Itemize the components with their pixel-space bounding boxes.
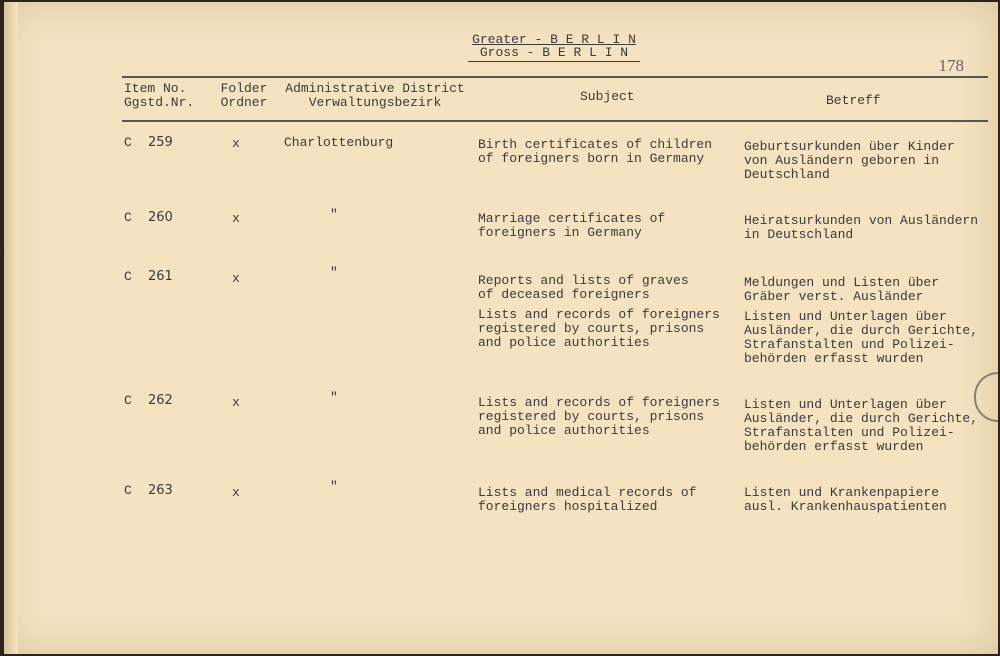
folder-mark: x <box>232 485 240 500</box>
betreff-line: Gräber verst. Ausländer <box>744 289 924 304</box>
item-prefix: C <box>124 135 132 150</box>
page-number: 178 <box>938 56 964 75</box>
item-prefix: C <box>124 210 132 225</box>
ditto-mark: " <box>330 265 338 280</box>
betreff-line: Ausländer, die durch Gerichte, <box>744 323 979 338</box>
subject-text-extra <box>478 308 720 350</box>
subject-text <box>478 274 689 302</box>
betreff-text <box>744 214 978 242</box>
subject-line: Lists and medical records of <box>478 485 697 500</box>
betreff-line: ausl. Krankenhauspatienten <box>744 499 947 514</box>
header-line-english: Greater - B E R L I N <box>472 32 636 47</box>
column-header-district-de: Verwaltungsbezirk <box>308 95 442 110</box>
subject-line: Lists and records of foreigners <box>478 395 720 410</box>
subject-line: Reports and lists of graves <box>478 273 689 288</box>
subject-line: of deceased foreigners <box>478 287 650 302</box>
subject-line: foreigners hospitalized <box>478 499 658 514</box>
ditto-mark: " <box>330 207 338 222</box>
subject-text <box>478 138 712 166</box>
betreff-line: behörden erfasst wurden <box>744 439 924 454</box>
ditto-mark: " <box>330 479 338 494</box>
subject-line: registered by courts, prisons <box>478 409 705 424</box>
item-number: 260 <box>148 210 173 225</box>
betreff-line: behörden erfasst wurden <box>744 351 924 366</box>
betreff-line: Meldungen und Listen über <box>744 275 940 290</box>
column-header-item-no-de: Ggstd.Nr. <box>124 95 195 110</box>
page-header <box>444 33 664 62</box>
betreff-line: Strafanstalten und Polizei- <box>744 337 955 352</box>
item-prefix: C <box>124 483 132 498</box>
betreff-text <box>744 276 939 304</box>
ditto-mark: " <box>330 390 338 405</box>
betreff-text <box>744 398 978 454</box>
betreff-line: Listen und Krankenpapiere <box>744 485 940 500</box>
column-header-subject: Subject <box>580 89 635 104</box>
folder-mark: x <box>232 211 240 226</box>
binding-spine <box>4 2 18 654</box>
column-header-folder-de: Ordner <box>220 95 268 110</box>
subject-line: foreigners in Germany <box>478 225 642 240</box>
betreff-line: Strafanstalten und Polizei- <box>744 425 955 440</box>
column-header-district <box>280 82 470 110</box>
betreff-line: in Deutschland <box>744 227 854 242</box>
column-header-betreff: Betreff <box>826 93 881 108</box>
folder-mark: x <box>232 271 240 286</box>
betreff-line: von Ausländern geboren in <box>744 153 940 168</box>
betreff-text-extra <box>744 310 978 366</box>
subject-line: Lists and records of foreigners <box>478 307 720 322</box>
subject-line: Marriage certificates of <box>478 211 666 226</box>
betreff-line: Ausländer, die durch Gerichte, <box>744 411 979 426</box>
header-line-german: Gross - B E R L I N <box>468 46 640 62</box>
district-name: Charlottenburg <box>284 135 394 150</box>
column-header-item-no <box>124 82 194 110</box>
item-prefix: C <box>124 269 132 284</box>
column-header-folder <box>214 82 274 110</box>
subject-line: Birth certificates of children <box>478 137 713 152</box>
betreff-text <box>744 486 947 514</box>
folder-mark: x <box>232 136 240 151</box>
betreff-line: Listen und Unterlagen über <box>744 309 947 324</box>
document-page <box>4 2 998 654</box>
item-number: 263 <box>148 483 173 498</box>
header-rule-top <box>122 76 988 78</box>
item-prefix: C <box>124 393 132 408</box>
column-header-district-en: Administrative District <box>285 81 465 96</box>
column-header-folder-en: Folder <box>220 81 268 96</box>
subject-line: registered by courts, prisons <box>478 321 705 336</box>
column-header-item-no-en: Item No. <box>124 81 187 96</box>
subject-line: and police authorities <box>478 423 650 438</box>
item-number: 259 <box>148 135 173 150</box>
folder-mark: x <box>232 395 240 410</box>
header-rule-bottom <box>122 120 988 122</box>
betreff-line: Listen und Unterlagen über <box>744 397 947 412</box>
subject-line: and police authorities <box>478 335 650 350</box>
item-number: 262 <box>148 393 173 408</box>
betreff-line: Geburtsurkunden über Kinder <box>744 139 955 154</box>
subject-line: of foreigners born in Germany <box>478 151 705 166</box>
betreff-text <box>744 140 955 182</box>
betreff-line: Deutschland <box>744 167 830 182</box>
item-number: 261 <box>148 269 173 284</box>
subject-text <box>478 212 665 240</box>
subject-text <box>478 396 720 438</box>
subject-text <box>478 486 696 514</box>
betreff-line: Heiratsurkunden von Ausländern <box>744 213 979 228</box>
